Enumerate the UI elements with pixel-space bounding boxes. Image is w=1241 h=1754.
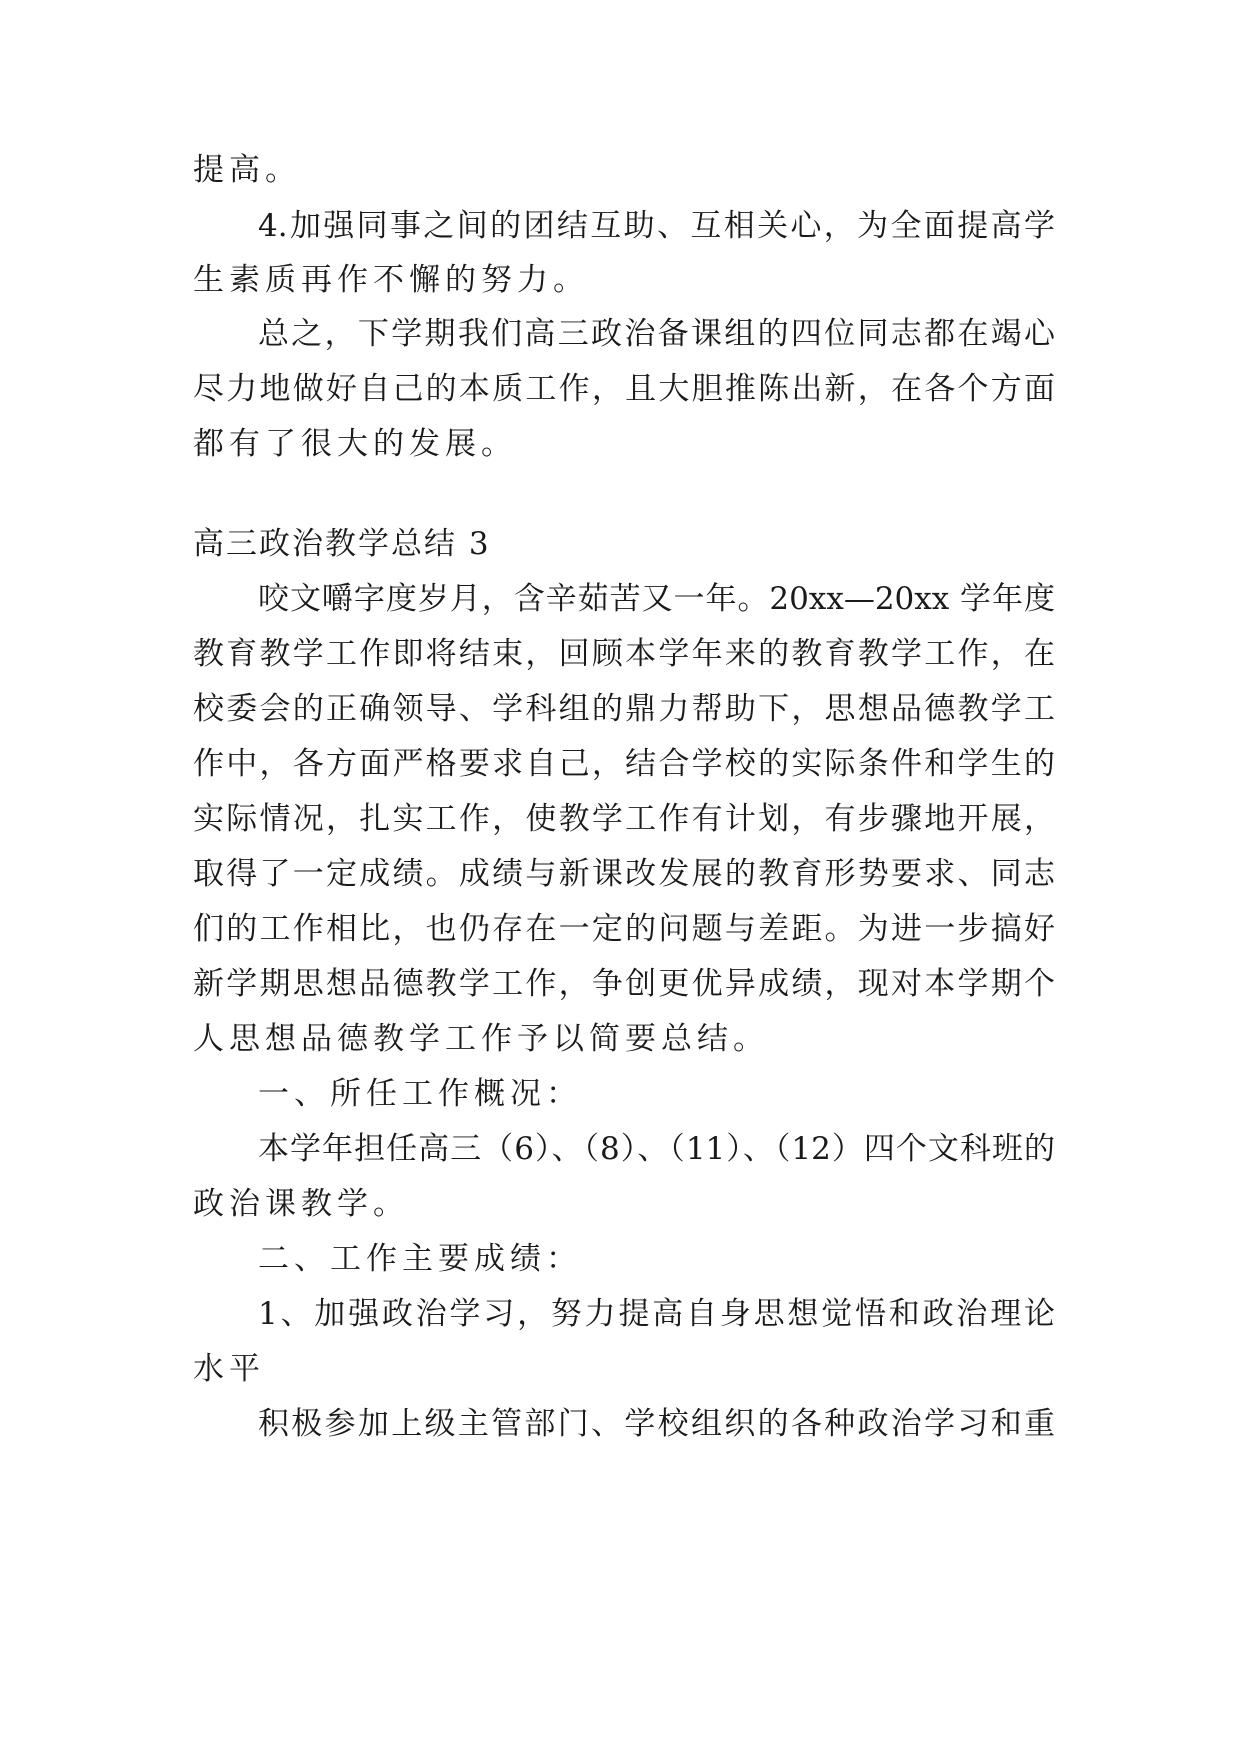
text-line: 尽力地做好自己的本质工作，且大胆推陈出新，在各个方面	[193, 371, 1055, 407]
subsection-heading: 二、工作主要成绩：	[258, 1241, 582, 1277]
text-line: 1、加强政治学习，努力提高自身思想觉悟和政治理论	[258, 1296, 1055, 1332]
text-line: 取得了一定成绩。成绩与新课改发展的教育形势要求、同志	[193, 856, 1055, 892]
text-line: 人思想品德教学工作予以简要总结。	[193, 1021, 769, 1057]
text-line: 都有了很大的发展。	[193, 426, 517, 462]
text-line: 新学期思想品德教学工作，争创更优异成绩，现对本学期个	[193, 966, 1055, 1002]
subsection-heading: 一、所任工作概况：	[258, 1076, 582, 1112]
text-line: 4.加强同事之间的团结互助、互相关心，为全面提高学	[258, 208, 1055, 244]
text-line: 校委会的正确领导、学科组的鼎力帮助下，思想品德教学工	[193, 691, 1055, 727]
text-line: 水平	[193, 1351, 265, 1387]
text-line: 作中，各方面严格要求自己，结合学校的实际条件和学生的	[193, 746, 1055, 782]
text-line: 咬文嚼字度岁月，含辛茹苦又一年。20xx—20xx 学年度	[258, 581, 1055, 617]
text-line: 政治课教学。	[193, 1186, 409, 1222]
text-line: 教育教学工作即将结束，回顾本学年来的教育教学工作，在	[193, 636, 1055, 672]
text-line: 实际情况，扎实工作，使教学工作有计划，有步骤地开展，	[193, 801, 1055, 837]
text-line: 本学年担任高三（6）、（8）、（11）、（12）四个文科班的	[258, 1131, 1055, 1167]
text-line: 们的工作相比，也仍存在一定的问题与差距。为进一步搞好	[193, 911, 1055, 947]
text-line: 提高。	[193, 152, 301, 188]
section-heading: 高三政治教学总结 3	[193, 526, 491, 562]
text-line: 总之，下学期我们高三政治备课组的四位同志都在竭心	[258, 316, 1055, 352]
text-line: 积极参加上级主管部门、学校组织的各种政治学习和重	[258, 1406, 1055, 1442]
text-line: 生素质再作不懈的努力。	[193, 262, 589, 298]
